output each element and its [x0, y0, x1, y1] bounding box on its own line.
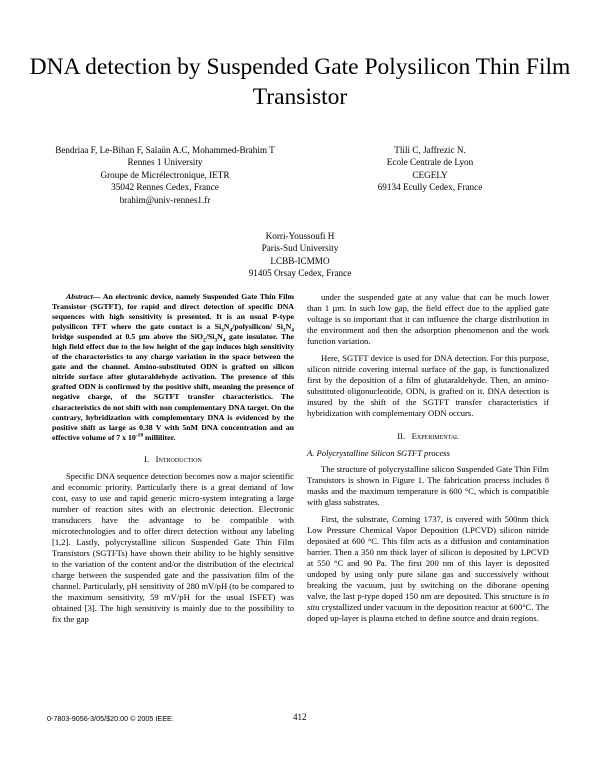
affiliation-line: Paris-Sud University: [261, 243, 339, 254]
author-block-1: [52, 144, 278, 206]
subsection-heading: A. Polycrystalline Silicon SGTFT process: [307, 447, 450, 458]
affiliation-line: 35042 Rennes Cedex, France: [111, 182, 219, 193]
left-column: [52, 292, 294, 625]
abstract: Abstract— An electronic device, namely Suspended Gate Thin Film Transistor (SGTFT), for rapid and direct detection of specific DNA sequences with high sensitivity is presented. It is an usual P-type polysilicon TFT where the gate contact is a $Si_3N_4/polysilicon/$ $Si_3N_4$ bridge suspended at 0.5 µm above the $SiO_2/Si_3N_4$ gate insulator. The high field effect due to the low height of the gap induces high sensitivity of the characteristics to any charge variation in the space between the gate and the channel. Amino-substituted ODN is grafted on silicon nitride surface after glutaraldehyde activation. The presence of this grafted ODN is confirmed by the positive shift, meaning the presence of negative charge, of the SGTFT transfer characteristics. The characteristics do not shift with non complementary DNA target. On the contrary, hybridization with complementary DNA is evidenced by the positive shift as large as 0.38 V with 5nM DNA concentration and an effective volume of 7 x $10^{-10}$ milliliter.: [52, 292, 295, 442]
introduction-paragraph: Specific DNA sequence detection becomes now a major scientific and economic priority. Particularly there is a great demand of low cost, easy to use and rapid generic micro-system integrating a large number of reaction sites with an electronic detection. Electronic transducers have the advantage to be compatible with microtechnologies and to offer direct detection without any labeling [1,2]. Lastly, polycrystalline silicon Suspended Gate Thin Film Transistors (SGTFTs) have shown their ability to be highly sensitive to the variation of the content and/or the distribution of the electrical charge between the suspended gate and the passivation film of the channel. Particularly, pH sensitivity of 280 mV/pH (to be compared to the maximum sensitivity, 59 mV/pH for the usual ISFET) was obtained [3]. The high sensitivity is mainly due to the possibility to fix the gap: [52, 470, 294, 625]
author-names: Korri-Youssoufi H: [265, 231, 335, 241]
body-paragraph: Here, SGTFT device is used for DNA detection. For this purpose, silicon nitride covering internal surface of the gap, is functionalized first by the deposition of a film of glutaraldehyde. Then, an amino-substituted oligonucleotide, ODN, is grafted on it. DNA detection is insured by the shift of the SGTFT transfer characteristics if hybridization with complementary ODN occurs.: [307, 353, 549, 419]
paper-title: DNA detection by Suspended Gate Polysilicon Thin Film Transistor: [29, 54, 571, 110]
affiliation-line: 69134 Ecully Cedex, France: [377, 182, 483, 193]
body-paragraph: The structure of polycrystalline silicon Suspended Gate Thin Film Transistors is shown in Figure 1. The fabrication process includes 8 masks and the maximum temperature is 600 °C, which is compatible with glass substrates.: [307, 463, 549, 507]
affiliation-line: Groupe de Micrélectronique, IETR: [100, 169, 230, 180]
abstract-label: Abstract: [66, 292, 93, 301]
page-number: 412: [293, 712, 307, 722]
section-heading-experimental: II. Experimental: [397, 430, 459, 441]
author-email: brahim@univ-rennes1.fr: [119, 194, 211, 205]
affiliation-line: 91405 Orsay Cedex, France: [248, 268, 352, 279]
right-column: [307, 292, 549, 624]
author-names: Bendriaa F, Le-Bihan F, Salaün A.C, Mohammed-Brahim T: [55, 145, 275, 155]
body-paragraph: First, the substrate, Corning 1737, is covered with 500nm thick Low Pressure Chemical Vapor Deposition (LPCVD) silicon nitride deposited at 600 °C. This film acts as a diffusion and contamination barrier. Then a 350 nm thick layer of silicon is deposited by LPCVD at 550 °C and 90 Pa. The first 200 nm of this layer is deposited undoped by using only pure silane gas and successively without breaking the vacuum, just by switching on the diborane opening valve, the last p-type doped 150 nm are deposited. This structure is in situ crystallized under vacuum in the deposition reactor at 600°C. The doped up-layer is plasma etched to define source and drain regions.: [307, 513, 549, 624]
affiliation-line: CEGELY: [412, 169, 448, 180]
section-heading-introduction: I. Introduction: [144, 453, 202, 464]
author-block-3: [200, 230, 400, 280]
copyright-footer: 0-7803-9056-3/05/$20.00 © 2005 IEEE.: [47, 714, 174, 723]
body-paragraph: under the suspended gate at any value that can be much lower than 1 µm. In such low gap, the field effect due to the applied gate voltage is so important that it can influence the charge distribution in the environment and then the adsorption phenomenon and the work function variation.: [307, 292, 549, 347]
author-block-2: [340, 144, 520, 194]
affiliation-line: Ecole Centrale de Lyon: [386, 157, 474, 168]
affiliation-line: Rennes 1 University: [127, 157, 203, 168]
affiliation-line: LCBB-ICMMO: [270, 255, 330, 266]
author-names: Tlili C, Jaffrezic N.: [394, 145, 466, 155]
